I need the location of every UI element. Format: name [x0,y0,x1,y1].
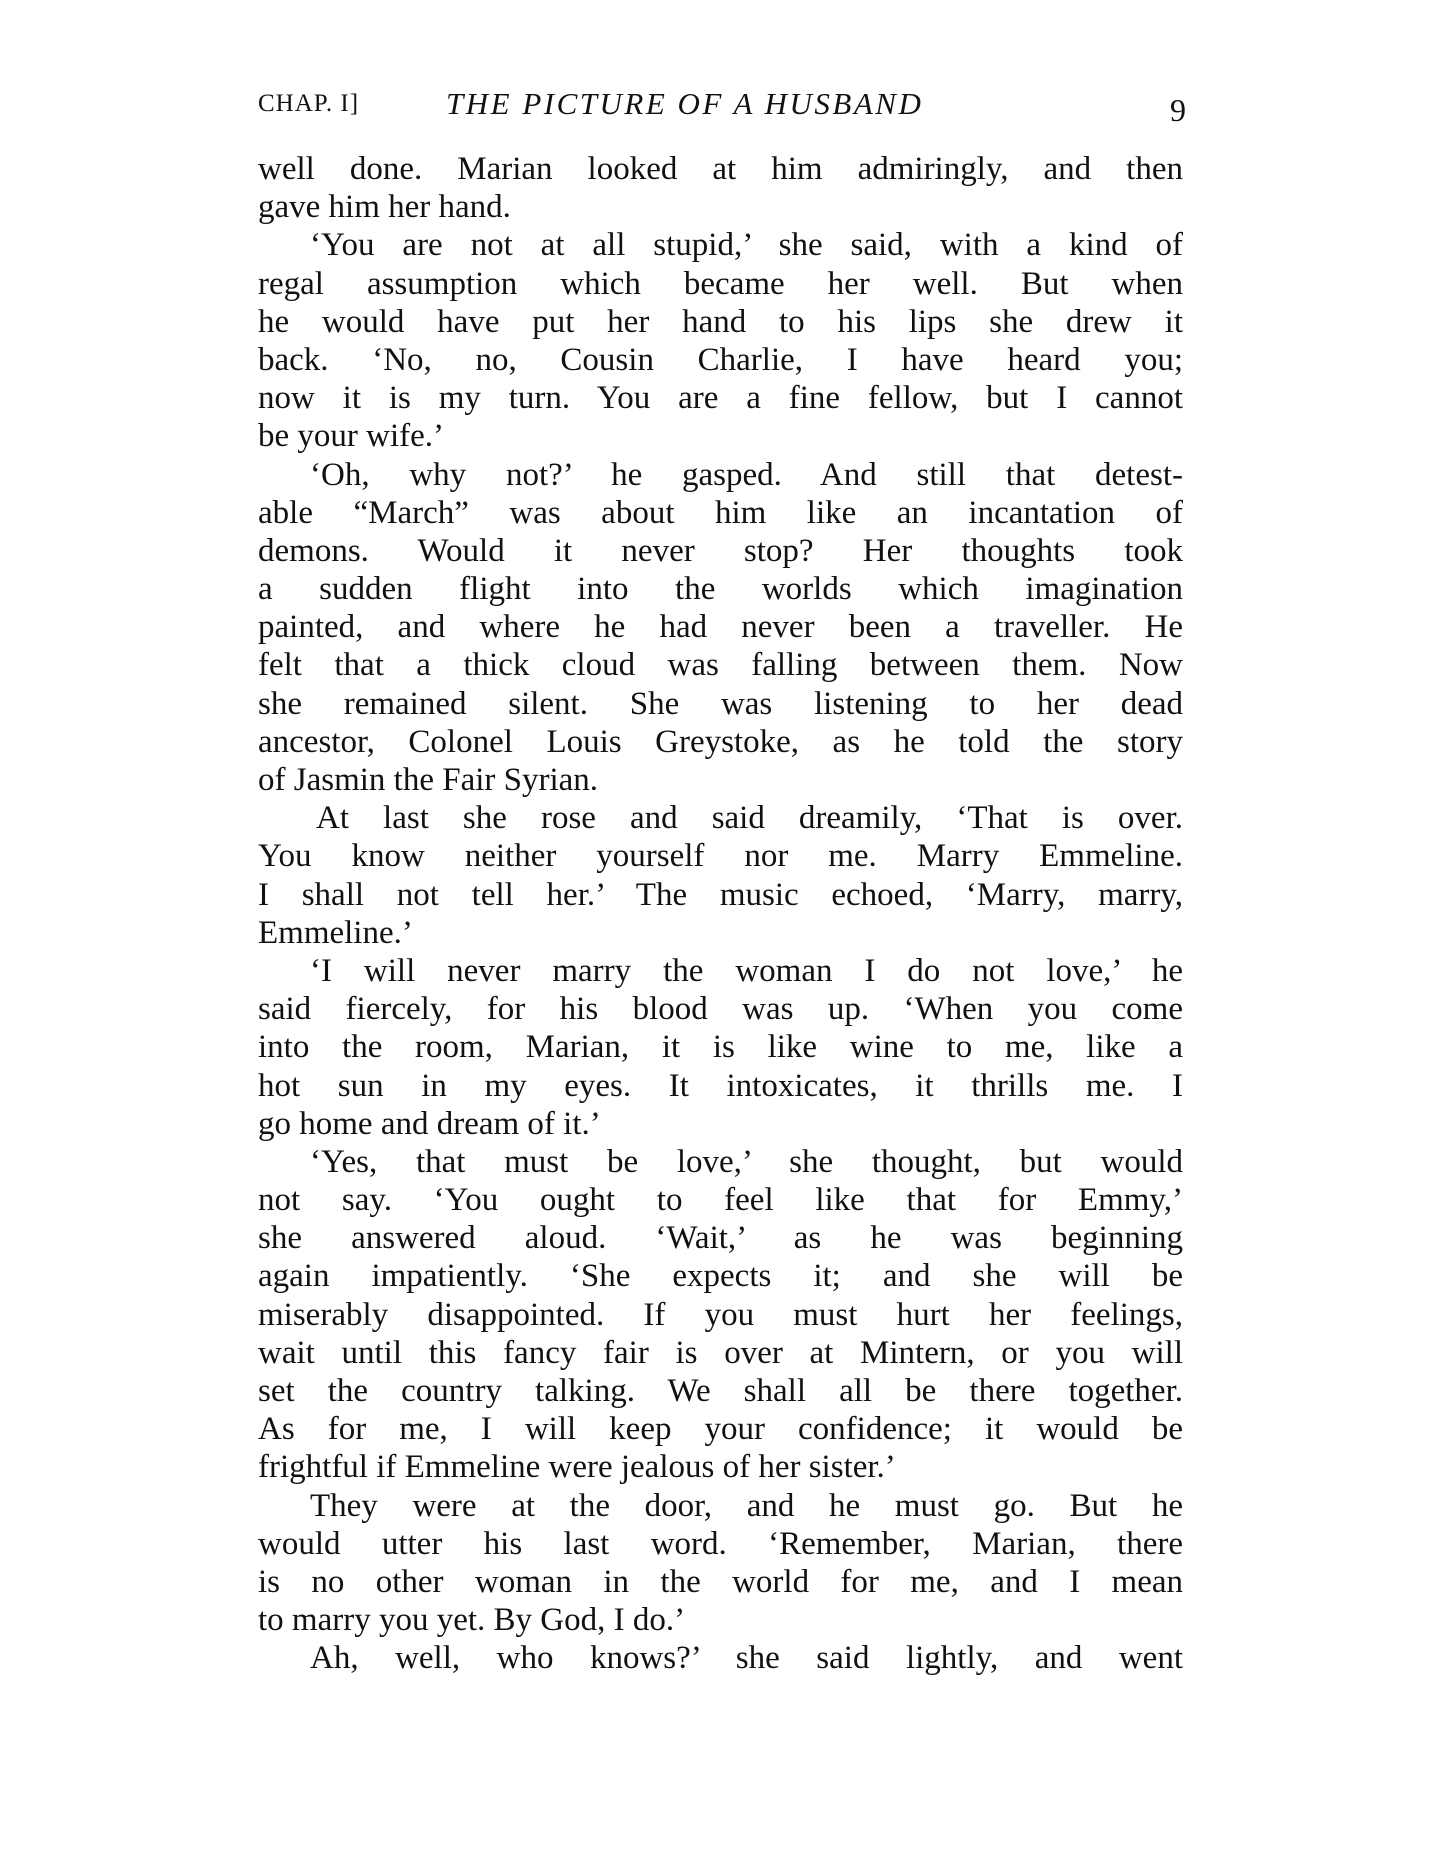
text-line: back. ‘No, no, Cousin Charlie, I have heard you; [258,341,1183,378]
text-line: demons. Would it never stop? Her thoughts took [258,532,1183,569]
text-line: miserably disappointed. If you must hurt her feelings, [258,1296,1183,1333]
text-line: be your wife.’ [258,418,445,455]
text-line: As for me, I will keep your confidence; it would be [258,1411,1183,1448]
text-line: ‘I will never marry the woman I do not love,’ he [310,952,1183,989]
text-line: painted, and where he had never been a traveller. He [258,609,1183,646]
text-line: well done. Marian looked at him admiringly, and then [258,151,1183,187]
text-line: gave him her hand. [258,189,511,226]
text-line: frightful if Emmeline were jealous of her sister.’ [258,1449,896,1486]
text-line: is no other woman in the world for me, and I mean [258,1563,1183,1600]
text-line: into the room, Marian, it is like wine to me, like a [258,1029,1183,1066]
chapter-label: CHAP. I] [258,90,360,117]
text-line: to marry you yet. By God, I do.’ [258,1602,686,1639]
text-line: regal assumption which became her well. But when [258,265,1183,302]
text-line: she answered aloud. ‘Wait,’ as he was beginning [258,1220,1183,1257]
text-line: Ah, well, who knows?’ she said lightly, and went [310,1640,1183,1677]
text-line: would utter his last word. ‘Remember, Marian, there [258,1525,1183,1562]
running-header [258,82,1186,132]
text-line: ‘You are not at all stupid,’ she said, with a kind of [310,227,1183,264]
text-line: again impatiently. ‘She expects it; and she will be [258,1258,1183,1295]
text-line: he would have put her hand to his lips she drew it [258,303,1183,340]
running-title: THE PICTURE OF A HUSBAND [446,86,924,121]
text-line: Emmeline.’ [258,914,413,951]
text-line: ancestor, Colonel Louis Greystoke, as he told the story [258,723,1183,760]
text-line: ‘Yes, that must be love,’ she thought, but would [310,1143,1183,1180]
text-line: hot sun in my eyes. It intoxicates, it thrills me. I [258,1067,1183,1104]
text-line: wait until this fancy fair is over at Mintern, or you will [258,1334,1183,1371]
page-number: 9 [1170,92,1186,128]
text-line: They were at the door, and he must go. But he [310,1487,1183,1524]
text-line: now it is my turn. You are a fine fellow, but I cannot [258,380,1183,417]
text-line: You know neither yourself nor me. Marry Emmeline. [258,838,1183,875]
text-line: felt that a thick cloud was falling between them. Now [258,647,1183,684]
text-line: ‘Oh, why not?’ he gasped. And still that detest- [310,456,1183,493]
text-line: set the country talking. We shall all be there together. [258,1373,1183,1409]
text-line: of Jasmin the Fair Syrian. [258,762,599,798]
text-line: At last she rose and said dreamily, ‘That is over. [316,800,1183,837]
text-line: go home and dream of it.’ [258,1105,601,1142]
text-line: she remained silent. She was listening to her dead [258,685,1183,722]
text-line: able “March” was about him like an incantation of [258,494,1183,531]
text-line: not say. ‘You ought to feel like that for Emmy,’ [258,1182,1183,1219]
text-line: I shall not tell her.’ The music echoed, ‘Marry, marry, [258,876,1183,913]
text-line: said fiercely, for his blood was up. ‘When you come [258,991,1183,1028]
text-line: a sudden flight into the worlds which imagination [258,571,1183,608]
body-text [258,150,1183,1678]
